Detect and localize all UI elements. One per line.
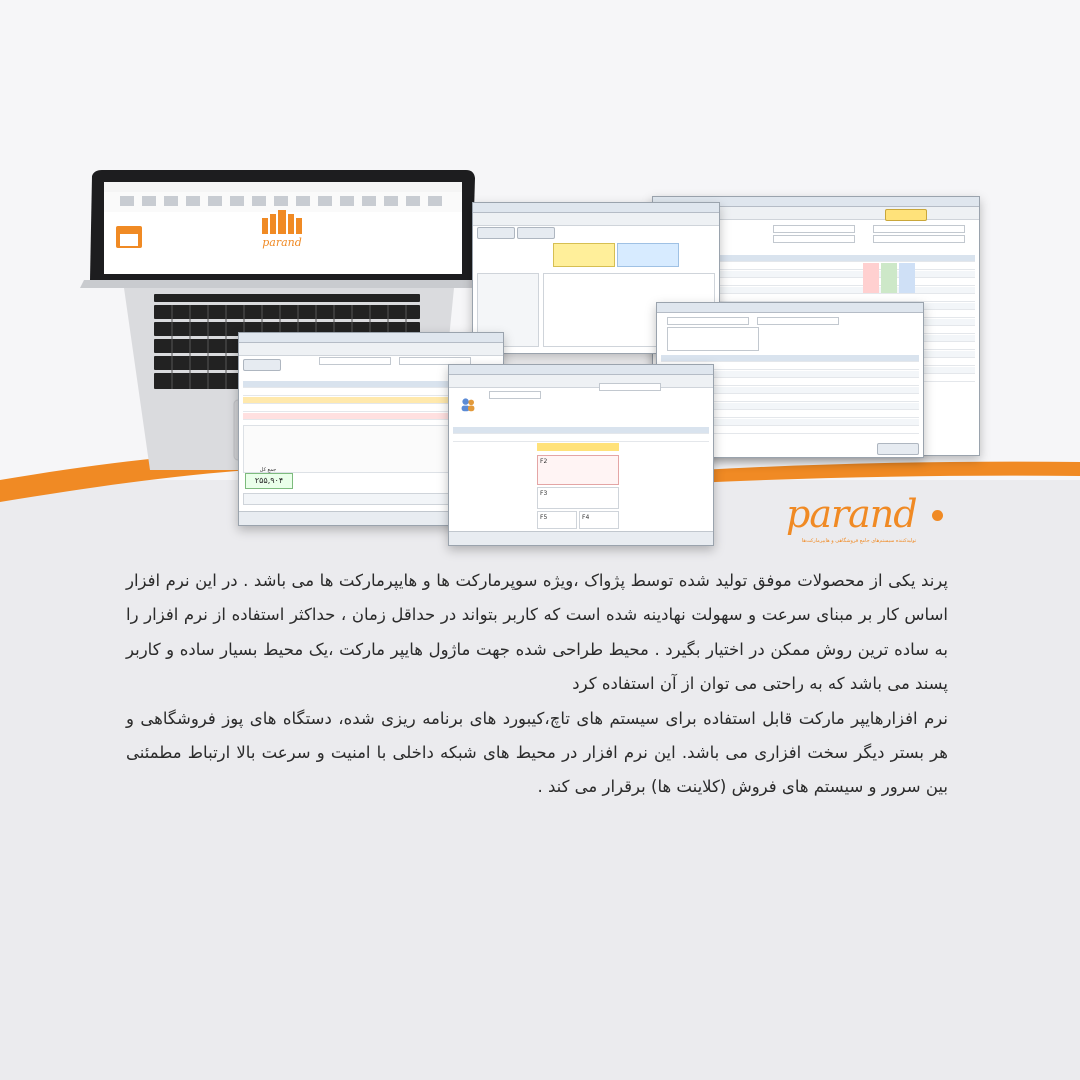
f4-shortcut[interactable]: F4 <box>579 511 619 529</box>
f5-shortcut[interactable]: F5 <box>537 511 577 529</box>
screen-payroll-window <box>448 364 714 546</box>
people-icon <box>460 396 476 412</box>
brand-tagline: تولیدکننده سیستم‌های جامع فروشگاهی و هایپرمارکت‌ها <box>801 538 917 544</box>
brand-dot <box>932 510 943 521</box>
brand-logo <box>778 494 958 554</box>
pos-total-label: جمع کل <box>259 467 277 473</box>
f2-shortcut[interactable]: F2 <box>537 455 619 485</box>
pos-total-value: ۲۵۵,۹۰۴ <box>245 473 293 489</box>
laptop-logo-text: parand <box>262 236 302 249</box>
description-paragraph-1: پرند یکی از محصولات موفق تولید شده توسط پژواک ،ویژه سوپرمارکت ها و هایپرمارکت ها می باشد . در این نرم افزار اساس کار بر مبنای سرعت و سهولت نهادینه شده است که کاربر بتواند در حداقل زمان ، حداکثر استفاده از نرم افزار را به ساده ترین روش ممکن در اختیار بگیرد . محیط طراحی شده جهت ماژول هایپر مارکت ،یک محیط بسیار ساده و کاربر پسند می باشد که به راحتی می توان از آن استفاده کرد <box>126 571 948 694</box>
description-text <box>126 564 948 805</box>
f3-shortcut[interactable]: F3 <box>537 487 619 509</box>
description-paragraph-2: نرم افزارهایپر مارکت قابل استفاده برای سیستم های تاچ،کیبورد های برنامه ریزی شده، دستگاه های پوز فروشگاهی و هر بستر دیگر سخت افزاری می باشد. این نرم افزار در محیط های شبکه داخلی با امنیت و سرعت بالا ارتباط مطمئنی بین سرور و سیستم های فروش (کلاینت ها) برقرار می کند . <box>126 708 948 797</box>
brand-name: parand <box>786 492 917 536</box>
